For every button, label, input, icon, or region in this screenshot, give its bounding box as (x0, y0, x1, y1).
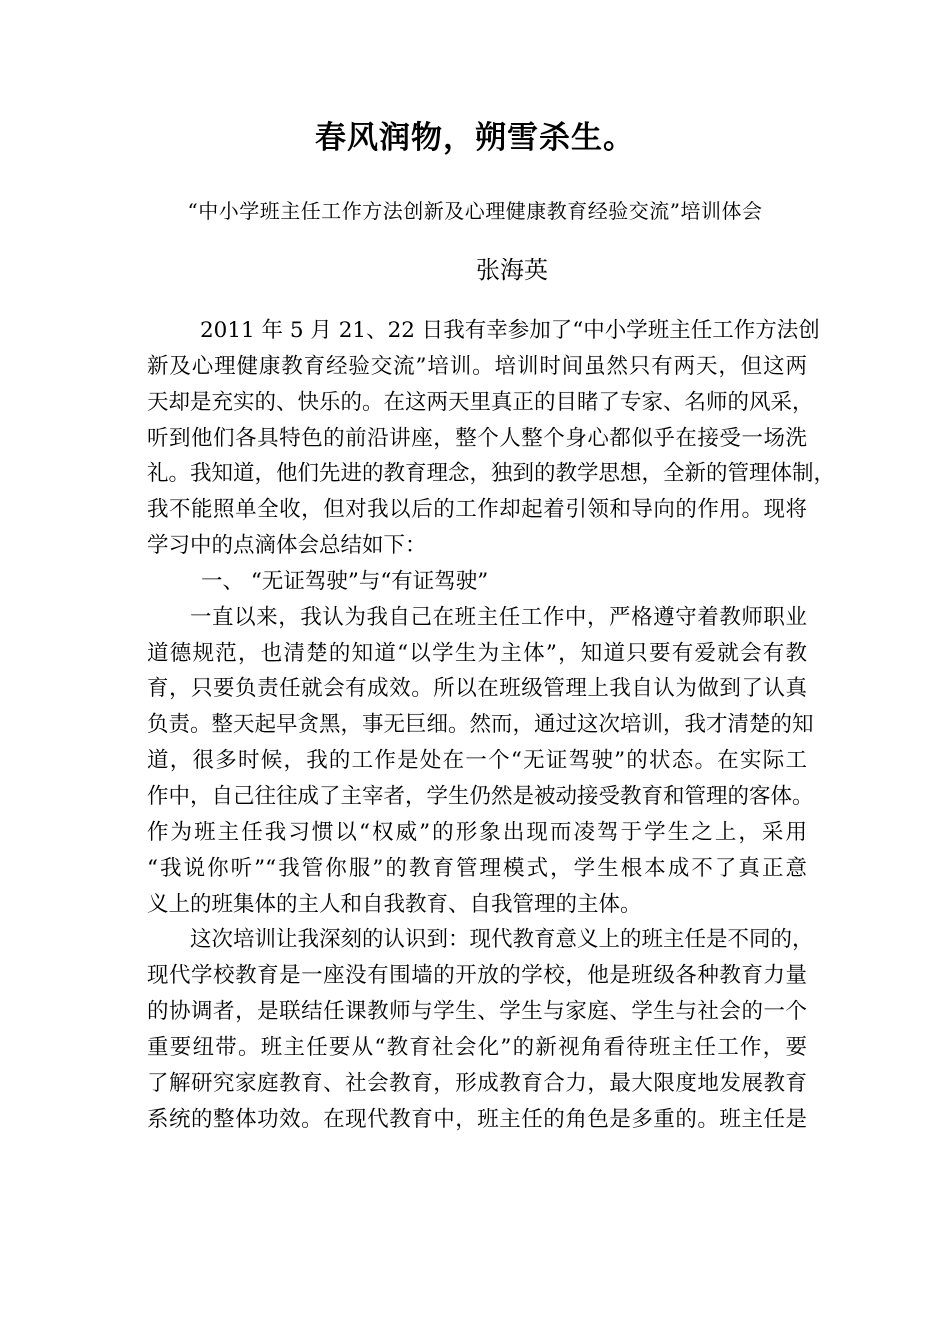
text-line: 2011 年 5 月 21、22 日我有幸参加了“中小学班主任工作方法创 (200, 318, 820, 343)
text-line: 育，只要负责任就会有成效。所以在班级管理上我自认为做到了认真 (147, 676, 807, 702)
text-line: 义上的班集体的主人和自我教育、自我管理的主体。 (147, 891, 642, 917)
text-line: 了解研究家庭教育、社会教育，形成教育合力，最大限度地发展教育 (147, 1070, 807, 1096)
text-line: 我不能照单全收，但对我以后的工作却起着引领和导向的作用。现将 (147, 497, 807, 523)
text-line: 重要纽带。班主任要从“教育社会化”的新视角看待班主任工作，要 (147, 1034, 807, 1060)
text-line: 的协调者，是联结任课教师与学生、学生与家庭、学生与社会的一个 (147, 999, 807, 1025)
text-line: 现代学校教育是一座没有围墙的开放的学校，他是班级各种教育力量 (147, 963, 807, 989)
text-line: 道德规范，也清楚的知道“以学生为主体”，知道只要有爱就会有教 (147, 640, 807, 666)
document-title: 春风润物，朔雪杀生。 (315, 120, 635, 156)
document-subtitle: “中小学班主任工作方法创新及心理健康教育经验交流”培训体会 (187, 199, 763, 223)
paragraph-body (147, 922, 814, 1137)
text-line: 学习中的点滴体会总结如下： (147, 533, 427, 559)
text-line: 作为班主任我习惯以“权威”的形象出现而凌驾于学生之上，采用 (147, 819, 807, 845)
section-heading (147, 564, 807, 600)
document-body (147, 313, 836, 1137)
text-line: 这次培训让我深刻的认识到：现代教育意义上的班主任是不同的， (190, 927, 814, 953)
text-line: 道，很多时候，我的工作是处在一个“无证驾驶”的状态。在实际工 (147, 748, 807, 774)
text-line: 作中，自己往往成了主宰者，学生仍然是被动接受教育和管理的客体。 (147, 783, 814, 809)
author-name: 张海英 (476, 256, 548, 284)
paragraph-intro (147, 313, 836, 564)
text-line: 系统的整体功效。在现代教育中，班主任的角色是多重的。班主任是 (147, 1106, 807, 1132)
text-line: 礼。我知道，他们先进的教育理念，独到的教学思想，全新的管理体制， (147, 461, 836, 487)
text-line: 天却是充实的、快乐的。在这两天里真正的目睹了专家、名师的风采， (147, 389, 814, 415)
text-line: 一直以来，我认为我自己在班主任工作中，严格遵守着教师职业 (190, 604, 807, 630)
section-heading-text: 一、 “无证驾驶”与“有证驾驶” (201, 568, 489, 594)
text-line: 负责。整天起早贪黑，事无巨细。然而，通过这次培训，我才清楚的知 (147, 712, 814, 738)
paragraph-body (147, 600, 814, 923)
text-line: 新及心理健康教育经验交流”培训。培训时间虽然只有两天，但这两 (147, 353, 807, 379)
text-line: “我说你听”“我管你服”的教育管理模式，学生根本成不了真正意 (147, 855, 807, 881)
text-line: 听到他们各具特色的前沿讲座，整个人整个身心都似乎在接受一场洗 (147, 425, 807, 451)
